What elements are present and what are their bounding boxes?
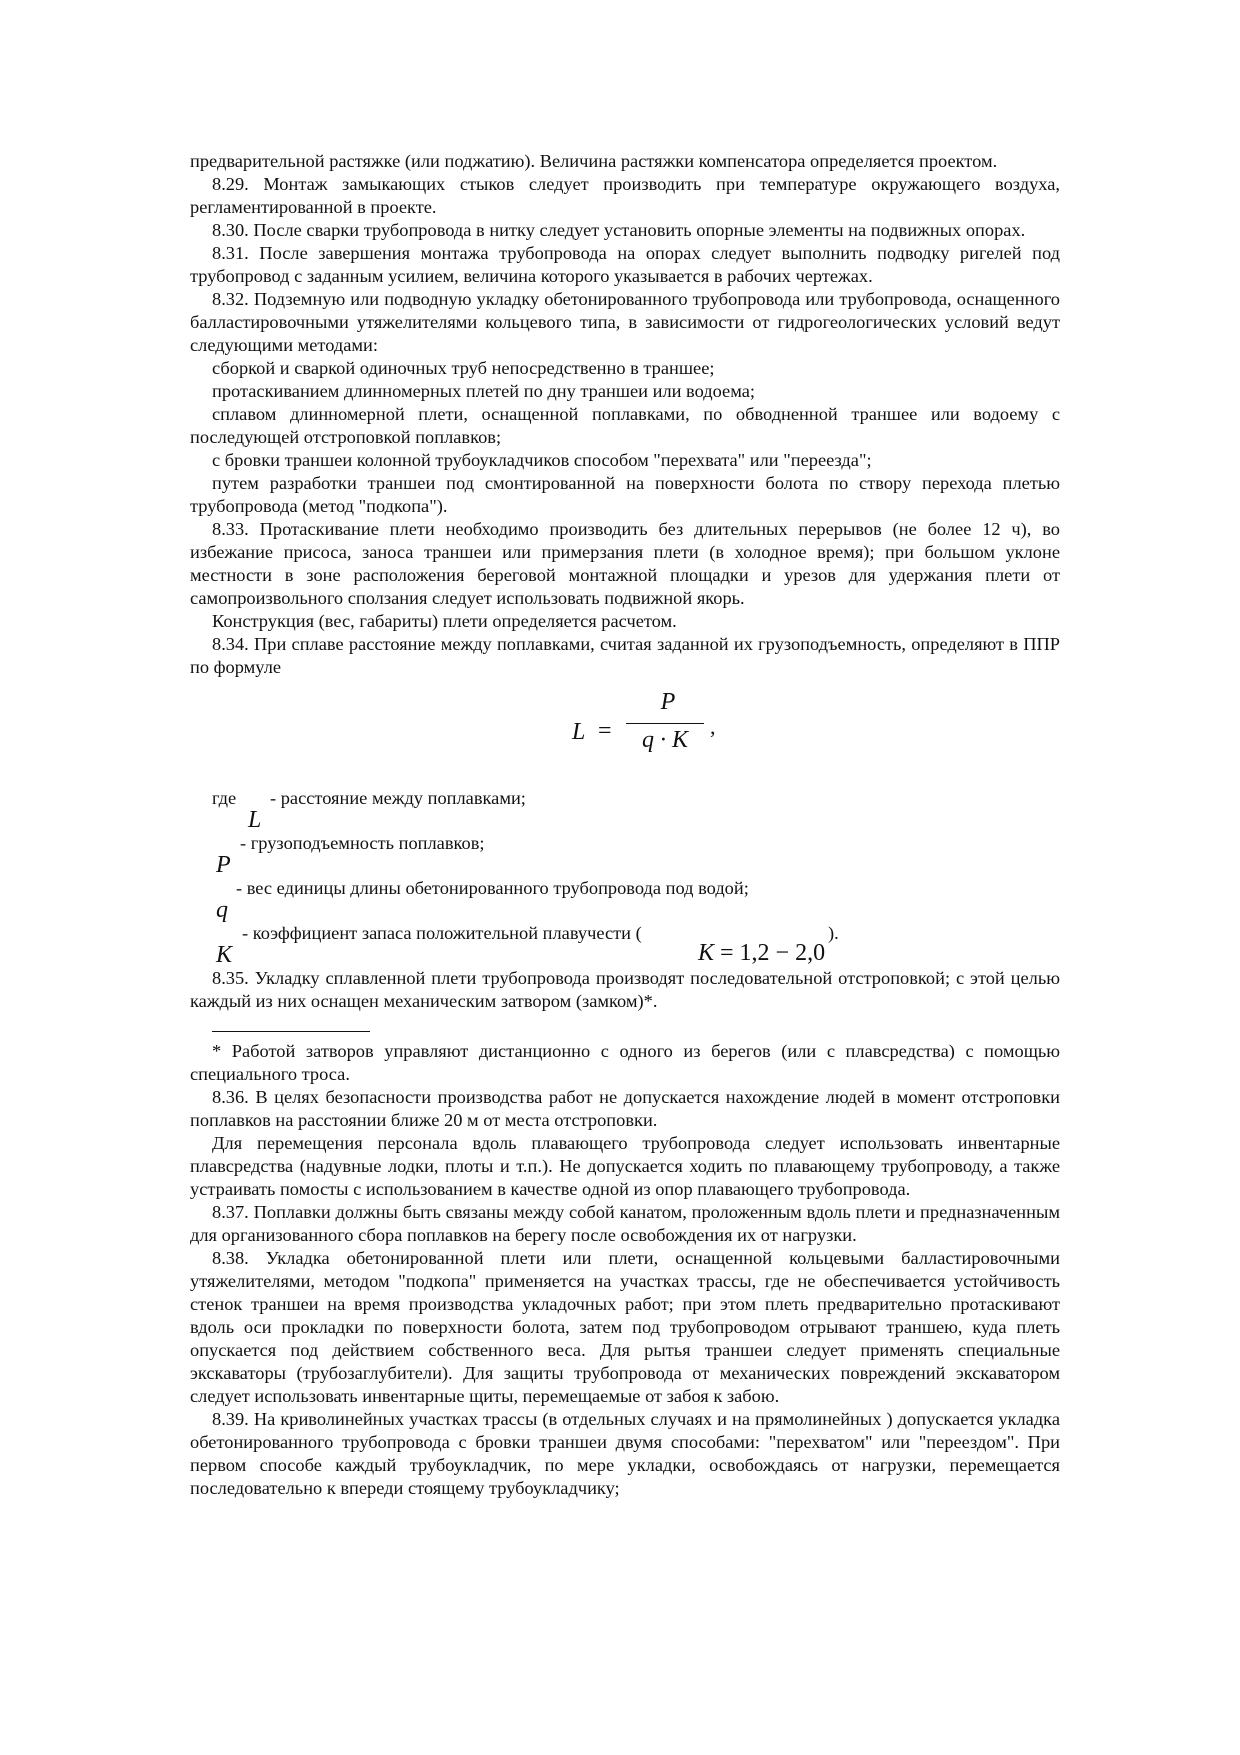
text-block-bottom [190, 1086, 1060, 1500]
method-item: сплавом длинномерной плети, оснащенной поплавками, по обводненной траншее или водоему с последующей отстроповкой поплавков; [190, 404, 1060, 447]
paragraph-8-39: 8.39. На криволинейных участках трассы (в отдельных случаях и на прямолинейных ) допускается укладка обетонированного трубопровода с бровки траншеи двумя способами: "перехватом" или "переездом". При первом способе каждый трубоукладчик, по мере укладки, освобождаясь от нагрузки, перемещается последовательно к впереди стоящему трубоукладчику; [190, 1409, 1060, 1498]
k-range-value: = 1,2 − 2,0 [720, 940, 826, 966]
paragraph-8-36-personnel: Для перемещения персонала вдоль плавающего трубопровода следует использовать инвентарные плавсредства (надувные лодки, плоты и т.п.). Не допускается ходить по плавающему трубопроводу, а также устраивать помосты с использованием в качестве одной из опор плавающего трубопровода. [190, 1133, 1060, 1199]
footnote-separator [212, 1031, 370, 1032]
text-block-mid [190, 967, 1060, 1013]
footnote [190, 1040, 1060, 1086]
k-range-symbol: K [698, 940, 715, 966]
paragraph: предварительной растяжке (или поджатию). Величина растяжки компенсатора определяется проектом. [190, 151, 998, 171]
footnote-text: * Работой затворов управляют дистанционно с одного из берегов (или с плавсредства) с помощью специального троса. [190, 1041, 1060, 1084]
k-range-formula [698, 942, 825, 965]
paragraph-8-32: 8.32. Подземную или подводную укладку обетонированного трубопровода или трубопровода, оснащенного балластировочными утяжелителями кольцевого типа, в зависимости от гидрогеологических условий ведут следующими методами: [190, 289, 1060, 355]
symbol-L: L [248, 807, 262, 833]
definition-L [190, 787, 1060, 832]
method-item: сборкой и сваркой одиночных труб непосредственно в траншее; [212, 358, 715, 378]
definition-q-text: - вес единицы длины обетонированного трубопровода под водой; [236, 878, 749, 898]
paragraph-8-35: 8.35. Укладку сплавленной плети трубопровода производят последовательной отстроповкой; с этой целью каждый из них оснащен механическим затвором (замком)*. [190, 968, 1060, 1011]
method-item: путем разработки траншеи под смонтированной на поверхности болота по створу перехода плетью трубопровода (метод "подкопа"). [190, 473, 1060, 516]
document-page [190, 150, 1060, 1500]
definition-K-close: ). [828, 923, 839, 943]
symbol-P: P [216, 852, 231, 878]
method-item: с бровки траншеи колонной трубоукладчиков способом "перехвата" или "переезда"; [212, 450, 872, 470]
paragraph-8-33-construction: Конструкция (вес, габариты) плети определяется расчетом. [212, 611, 677, 631]
paragraph-8-30: 8.30. После сварки трубопровода в нитку следует установить опорные элементы на подвижных опорах. [212, 220, 1026, 240]
paragraph-8-33: 8.33. Протаскивание плети необходимо производить без длительных перерывов (не более 12 ч), во избежание присоса, заноса траншеи или примерзания плети (в холодное время); при большом уклоне местности в зоне расположения береговой монтажной площадки и урезов для удержания плети от самопроизвольного сползания следует использовать подвижной якорь. [190, 519, 1060, 608]
formula-definitions [190, 787, 1060, 967]
paragraph-8-34: 8.34. При сплаве расстояние между поплавками, считая заданной их грузоподъемность, определяют в ППР по формуле [190, 634, 1060, 677]
text-block-top [190, 150, 1060, 679]
fraction-bar [626, 723, 704, 724]
paragraph-8-36: 8.36. В целях безопасности производства работ не допускается нахождение людей в момент отстроповки поплавков на расстоянии ближе 20 м от места отстроповки. [190, 1087, 1060, 1130]
symbol-q: q [216, 897, 228, 923]
formula-float-spacing [190, 689, 1060, 781]
where-word: где [212, 788, 237, 808]
formula-lhs: L [572, 719, 586, 745]
definition-q [190, 877, 1060, 922]
definition-K [190, 922, 1060, 967]
paragraph-8-29: 8.29. Монтаж замыкающих стыков следует производить при температуре окружающего воздуха, регламентированной в проекте. [190, 174, 1060, 217]
definition-P-text: - грузоподъемность поплавков; [240, 833, 485, 853]
method-item: протаскиванием длинномерных плетей по дну траншеи или водоема; [212, 381, 756, 401]
formula-denominator: q · K [641, 727, 688, 753]
definition-K-text: - коэффициент запаса положительной плавучести ( [242, 923, 642, 943]
paragraph-8-38: 8.38. Укладка обетонированной плети или плети, оснащенной кольцевыми балластировочными утяжелителями, методом "подкопа" применяется на участках трассы, где не обеспечивается устойчивость стенок траншеи на время производства укладочных работ; при этом плеть предварительно протаскивают вдоль оси прокладки по поверхности болота, затем под трубопроводом отрывают траншею, куда плеть опускается под действием собственного веса. Для рытья траншеи следует применять специальные экскаваторы (трубозаглубители). Для защиты трубопровода от механических повреждений экскаватором следует использовать инвентарные щиты, перемещаемые от забоя к забою. [190, 1248, 1060, 1406]
definition-P [190, 832, 1060, 877]
paragraph-8-31: 8.31. После завершения монтажа трубопровода на опорах следует выполнить подводку ригелей под трубопровод с заданным усилием, величина которого указывается в рабочих чертежах. [190, 243, 1060, 286]
formula-numerator: P [660, 689, 676, 715]
formula-equals: = [598, 718, 612, 744]
symbol-K: K [216, 942, 233, 968]
definition-L-text: - расстояние между поплавками; [270, 788, 526, 808]
formula-comma: , [710, 714, 716, 739]
paragraph-8-37: 8.37. Поплавки должны быть связаны между собой канатом, проложенным вдоль плети и предназначенным для организованного сбора поплавков на берегу после освобождения их от нагрузки. [190, 1202, 1060, 1245]
